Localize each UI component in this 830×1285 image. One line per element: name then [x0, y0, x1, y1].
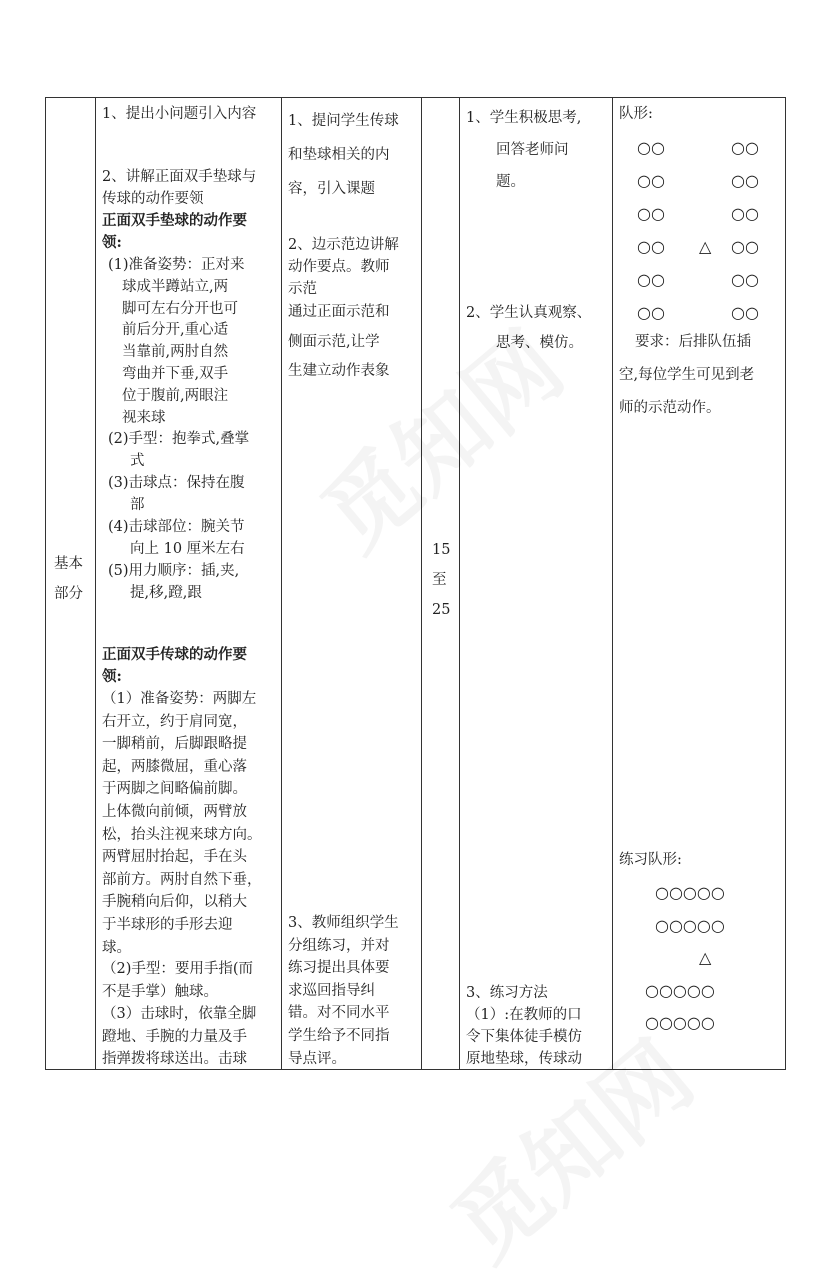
formation-right-group: ○○ — [731, 138, 759, 157]
s1-line: 松，抬头注视来球方向。 — [102, 826, 262, 843]
m3-line: 求巡回指导纠 — [288, 982, 375, 999]
s1-line: （1）准备姿势：两脚左 — [102, 691, 257, 707]
p1-line: 脚可左右分开也可 — [122, 300, 238, 317]
p1-line: 位于腹前,两眼注 — [122, 387, 229, 404]
s1-line: 手腕稍向后仰，以稍大 — [102, 894, 247, 911]
p4-line: 向上 10 厘米左右 — [130, 541, 245, 557]
p2-line: (2)手型：抱拳式,叠掌 — [108, 431, 250, 447]
s3-line: 指弹拨将球送出。击球 — [102, 1051, 247, 1068]
a3-line: （1）:在教师的口 — [466, 1007, 582, 1023]
s1-line: 部前方。两肘自然下垂， — [102, 871, 262, 888]
s3-line: （3）击球时，依靠全脚 — [102, 1006, 257, 1022]
p1-line: 视来球 — [122, 409, 166, 426]
practice-row: ○○○○○ — [645, 1013, 715, 1032]
p3-line: 部 — [130, 497, 145, 513]
practice-row: △ — [699, 948, 712, 967]
m1-line: 1、提问学生传球 — [288, 113, 399, 129]
bump-heading-line1: 正面双手垫球的动作要 — [102, 212, 247, 229]
a1-line: 回答老师问 — [496, 142, 569, 158]
requirement-line: 师的示范动作。 — [619, 400, 721, 416]
section-label-line2: 部分 — [54, 586, 83, 602]
m3-line: 学生给予不同指 — [288, 1028, 390, 1044]
s1-line: 两臂屈肘抬起，手在头 — [102, 849, 247, 866]
p1-line: 当靠前,两肘自然 — [122, 344, 229, 361]
m3-line: 导点评。 — [288, 1050, 346, 1067]
organization-column — [613, 98, 786, 1070]
formation-left-group: ○○ — [637, 303, 665, 322]
formation-right-group: ○○ — [731, 303, 759, 322]
formation-left-group: ○○ — [637, 270, 665, 289]
s1-line: 一脚稍前，后脚跟略提 — [102, 736, 247, 753]
teaching-method-column — [282, 98, 422, 1070]
s2-line: （2)手型：要用手指(而 — [102, 961, 254, 977]
section-label-line1: 基本 — [54, 556, 83, 572]
m3-line: 练习提出具体要 — [288, 960, 390, 977]
m2-line: 示范 — [288, 281, 317, 297]
m3-line: 3、教师组织学生 — [288, 915, 399, 931]
set-heading-line1: 正面双手传球的动作要 — [102, 646, 247, 663]
requirement-line: 要求：后排队伍插 — [635, 334, 751, 350]
p4-line: (4)击球部位：腕关节 — [108, 519, 245, 535]
student-activity-column — [460, 98, 613, 1070]
p3-line: (3)击球点：保持在腹 — [108, 475, 245, 491]
s1-line: 于两脚之间略偏前脚。 — [102, 781, 247, 798]
formation-right-group: ○○ — [731, 237, 759, 256]
formation-left-group: ○○ — [637, 138, 665, 157]
s1-line: 右开立，约于肩同宽， — [102, 713, 247, 730]
a2-line: 思考、模仿。 — [496, 335, 583, 351]
s2-line: 不是手掌）触球。 — [102, 983, 218, 1000]
content-item-2-line2: 传球的动作要领 — [102, 191, 204, 207]
practice-row: ○○○○○ — [645, 980, 715, 1000]
section-column — [46, 98, 96, 1070]
lesson-plan-table — [45, 97, 786, 1070]
m2b-line: 通过正面示范和 — [288, 304, 390, 320]
table-row — [46, 98, 786, 1070]
s3-line: 蹬地、手腕的力量及手 — [102, 1028, 247, 1045]
m2-line: 动作要点。教师 — [288, 259, 390, 275]
s1-line: 球。 — [102, 939, 131, 956]
formation-right-group: ○○ — [731, 204, 759, 223]
a3-line: 原地垫球，传球动 — [466, 1051, 582, 1067]
formation-left-group: ○○ — [637, 237, 665, 256]
m2b-line: 侧面示范,让学 — [288, 333, 380, 350]
time-column — [422, 98, 460, 1070]
p1-line: 前后分开,重心适 — [122, 322, 229, 339]
teaching-content-column — [96, 98, 282, 1070]
time-to: 25 — [432, 602, 451, 618]
m1-line: 容，引入课题 — [288, 181, 375, 197]
a2-line: 2、学生认真观察、 — [466, 305, 592, 321]
a1-line: 1、学生积极思考, — [466, 110, 582, 126]
formation-right-group: ○○ — [731, 171, 759, 190]
m3-line: 分组练习，并对 — [288, 937, 390, 954]
p1-line: 弯曲并下垂,双手 — [122, 366, 229, 382]
time-from: 15 — [432, 542, 451, 558]
practice-row: ○○○○○ — [655, 883, 725, 902]
formation-left-group: ○○ — [637, 204, 665, 223]
formation-label: 队形: — [619, 106, 653, 122]
p5-line: (5)用力顺序：插,夹, — [108, 563, 240, 579]
a3-line: 3、练习方法 — [466, 985, 548, 1001]
a3-line: 令下集体徒手模仿 — [466, 1029, 582, 1045]
practice-row: ○○○○○ — [655, 915, 725, 935]
s1-line: 起，两膝微屈，重心落 — [102, 758, 247, 775]
content-item-2-line1: 2、讲解正面双手垫球与 — [102, 169, 257, 185]
m2-line: 2、边示范边讲解 — [288, 237, 399, 253]
m3-line: 错。对不同水平 — [288, 1005, 390, 1022]
requirement-line: 空,每位学生可见到老 — [619, 367, 755, 383]
m1-line: 和垫球相关的内 — [288, 147, 390, 163]
coach-marker: △ — [699, 237, 712, 256]
set-heading-line2: 领: — [102, 668, 122, 685]
formation-left-group: ○○ — [637, 171, 665, 190]
p2-line: 式 — [130, 453, 145, 469]
s1-line: 上体微向前倾，两臂放 — [102, 804, 247, 820]
s1-line: 于半球形的手形去迎 — [102, 917, 233, 933]
p5-line: 提,移,蹬,跟 — [130, 585, 202, 601]
p1-line: (1)准备姿势：正对来 — [108, 257, 245, 273]
m2b-line: 生建立动作表象 — [288, 363, 390, 379]
content-item-1: 1、提出小问题引入内容 — [102, 106, 257, 122]
practice-formation-label: 练习队形: — [619, 852, 682, 868]
p1-line: 球成半蹲站立,两 — [122, 278, 229, 295]
time-to-label: 至 — [432, 572, 447, 588]
formation-right-group: ○○ — [731, 270, 759, 289]
a1-line: 题。 — [496, 174, 525, 190]
bump-heading-line2: 领: — [102, 234, 122, 251]
